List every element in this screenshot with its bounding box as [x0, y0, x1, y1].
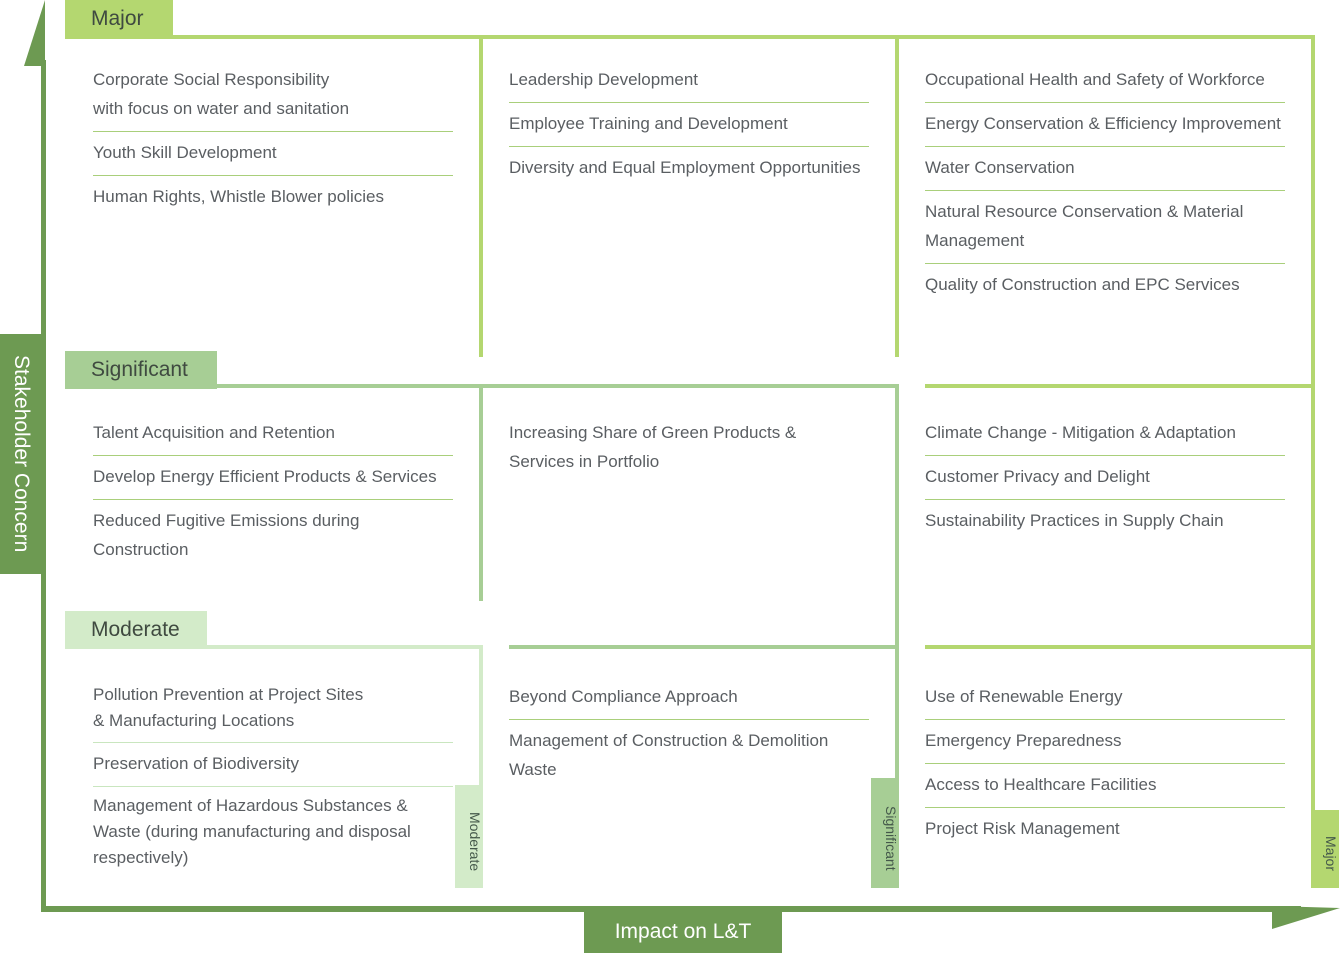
list-item: Water Conservation — [925, 158, 1075, 177]
list-item: Customer Privacy and Delight — [925, 467, 1150, 486]
row-tag-major: Major — [65, 0, 173, 38]
frame-right-edge-upper — [1311, 35, 1315, 390]
column-tag-moderate: Moderate — [455, 785, 483, 888]
cell-major-major — [925, 59, 1285, 307]
list-item: Management of Hazardous Substances & Waste (during manufacturing and disposal respectively) — [93, 796, 411, 867]
frame-moderate-top-right — [925, 645, 1315, 649]
cell-significant-major — [925, 412, 1285, 543]
y-axis-label-box — [0, 334, 42, 574]
list-item: Climate Change - Mitigation & Adaptation — [925, 423, 1236, 442]
column-tag-major: Major — [1311, 810, 1339, 888]
list-item: Corporate Social Responsibility with focus on water and sanitation — [93, 70, 350, 118]
frame-right-edge-middle — [1311, 384, 1315, 649]
frame-major-top — [65, 35, 1315, 39]
frame-moderate-top-left — [65, 645, 483, 649]
list-item: Project Risk Management — [925, 819, 1120, 838]
x-axis-label-box — [584, 911, 782, 953]
cell-significant-moderate — [93, 412, 453, 572]
frame-major-divider-2 — [895, 35, 899, 357]
row-tag-significant: Significant — [65, 351, 217, 389]
list-item: Talent Acquisition and Retention — [93, 423, 335, 442]
list-item: Access to Healthcare Facilities — [925, 775, 1157, 794]
frame-moderate-top-middle — [509, 645, 899, 649]
column-tag-significant: Significant — [871, 778, 899, 888]
list-item: Management of Construction & Demolition Waste — [509, 731, 829, 779]
x-axis-label: Impact on L&T — [614, 920, 752, 943]
list-item: Emergency Preparedness — [925, 731, 1122, 750]
list-item: Occupational Health and Safety of Workforce — [925, 70, 1265, 89]
list-item: Employee Training and Development — [509, 114, 788, 133]
list-item: Reduced Fugitive Emissions during Construction — [93, 511, 360, 559]
list-item: Energy Conservation & Efficiency Improvement — [925, 114, 1281, 133]
list-item: Human Rights, Whistle Blower policies — [93, 187, 384, 206]
list-item: Develop Energy Efficient Products & Services — [93, 467, 437, 486]
list-item: Pollution Prevention at Project Sites & Manufacturing Locations — [93, 685, 364, 730]
list-item: Diversity and Equal Employment Opportunities — [509, 158, 861, 177]
list-item: Use of Renewable Energy — [925, 687, 1123, 706]
cell-significant-significant — [509, 412, 869, 484]
list-item: Preservation of Biodiversity — [93, 754, 299, 773]
cell-major-significant — [509, 59, 869, 190]
list-item: Sustainability Practices in Supply Chain — [925, 511, 1224, 530]
y-axis-label: Stakeholder Concern — [10, 355, 33, 553]
cell-moderate-major — [925, 676, 1285, 851]
list-item: Increasing Share of Green Products & Services in Portfolio — [509, 423, 797, 471]
cell-moderate-significant — [509, 676, 869, 792]
list-item: Natural Resource Conservation & Material Management — [925, 202, 1244, 250]
frame-significant-divider-1 — [479, 384, 483, 601]
row-tag-moderate: Moderate — [65, 611, 207, 649]
cell-moderate-moderate — [93, 676, 453, 879]
frame-significant-top-right — [925, 384, 1315, 388]
list-item: Quality of Construction and EPC Services — [925, 275, 1240, 294]
cell-major-moderate — [93, 59, 453, 219]
frame-major-divider-1 — [479, 35, 483, 357]
list-item: Youth Skill Development — [93, 143, 277, 162]
list-item: Beyond Compliance Approach — [509, 687, 738, 706]
list-item: Leadership Development — [509, 70, 699, 89]
